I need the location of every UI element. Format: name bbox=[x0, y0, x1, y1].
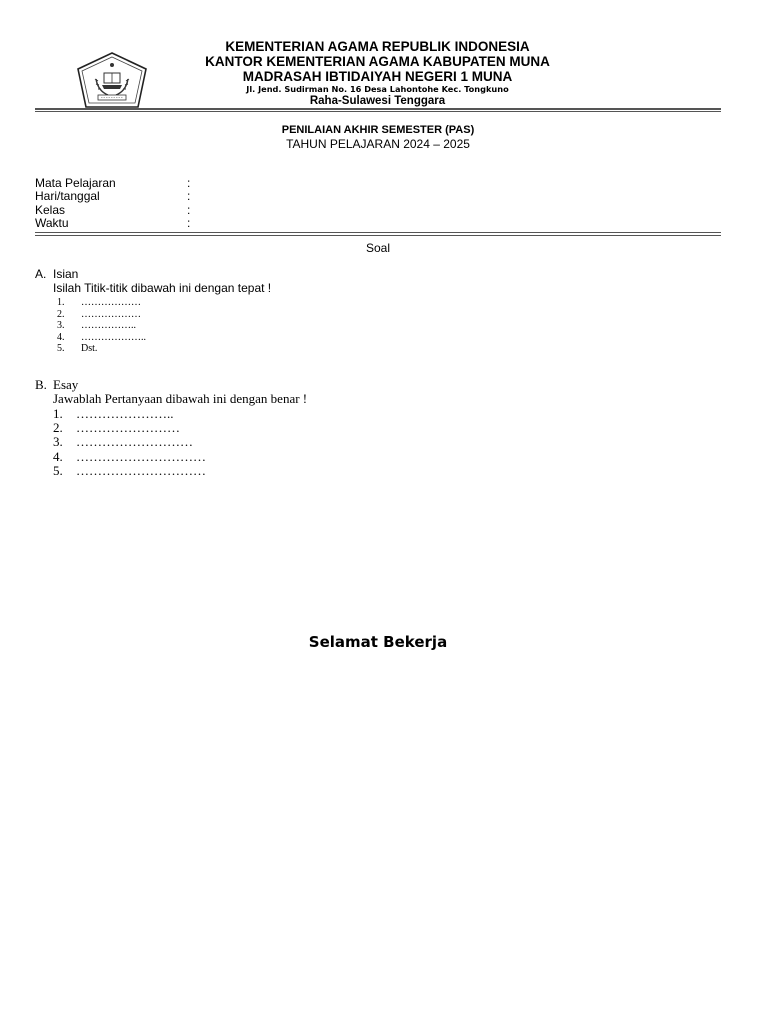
exam-title-block bbox=[0, 124, 756, 151]
exam-year: TAHUN PELAJARAN 2024 – 2025 bbox=[286, 137, 470, 151]
info-row-time bbox=[35, 217, 197, 230]
kemenag-emblem-icon bbox=[74, 51, 150, 109]
item-number: 3. bbox=[53, 434, 63, 450]
list-item bbox=[53, 464, 206, 478]
ministry-name: KEMENTERIAN AGAMA REPUBLIK INDONESIA bbox=[225, 39, 530, 54]
item-blank: …………………… bbox=[76, 420, 180, 436]
item-blank: ………………….. bbox=[76, 406, 174, 421]
list-item bbox=[57, 309, 146, 321]
section-b bbox=[35, 378, 307, 406]
list-item bbox=[53, 407, 206, 421]
section-a-list bbox=[57, 297, 146, 355]
item-blank: ………………………… bbox=[76, 448, 206, 464]
item-number: 2. bbox=[53, 420, 63, 436]
info-rule-1 bbox=[35, 232, 721, 233]
class-colon: : bbox=[187, 202, 191, 217]
school-name: MADRASAH IBTIDAIYAH NEGERI 1 MUNA bbox=[242, 69, 513, 84]
list-item bbox=[53, 450, 206, 464]
office-name: KANTOR KEMENTERIAN AGAMA KABUPATEN MUNA bbox=[205, 54, 550, 69]
section-b-heading bbox=[35, 378, 307, 392]
closing-text: Selamat Bekerja bbox=[308, 633, 448, 651]
letterhead-rule-thick bbox=[35, 108, 721, 110]
info-row-class bbox=[35, 204, 197, 217]
list-item bbox=[57, 332, 146, 344]
section-a-heading bbox=[35, 268, 271, 281]
item-number: 4. bbox=[57, 331, 65, 343]
item-blank: Dst. bbox=[81, 343, 98, 355]
item-blank: ……………… bbox=[81, 297, 141, 308]
time-colon: : bbox=[187, 215, 191, 230]
section-b-list bbox=[53, 407, 206, 478]
letterhead-rule-thin bbox=[35, 111, 721, 112]
section-a-title: Isian bbox=[53, 267, 79, 281]
item-number: 2. bbox=[57, 308, 65, 320]
item-number: 3. bbox=[57, 320, 65, 332]
section-b-number: B. bbox=[35, 377, 47, 392]
item-blank: …………….. bbox=[81, 320, 136, 332]
school-city: Raha-Sulawesi Tenggara bbox=[309, 95, 446, 107]
section-b-instruction: Jawablah Pertanyaan dibawah ini dengan benar ! bbox=[53, 391, 308, 406]
student-info bbox=[35, 177, 197, 230]
list-item bbox=[53, 421, 206, 435]
list-item bbox=[57, 343, 146, 355]
section-b-title: Esay bbox=[53, 377, 79, 392]
section-a-instruction: Isilah Titik-titik dibawah ini dengan tepat ! bbox=[53, 281, 272, 295]
class-label: Kelas bbox=[35, 202, 66, 217]
item-number: 5. bbox=[53, 462, 63, 478]
letterhead bbox=[190, 39, 565, 108]
info-row-date bbox=[35, 190, 197, 203]
item-blank: ………………………… bbox=[76, 462, 206, 478]
date-colon: : bbox=[187, 189, 191, 204]
school-address: Jl. Jend. Sudirman No. 16 Desa Lahontohe Kec. Tongkuno bbox=[246, 84, 509, 94]
item-number: 1. bbox=[53, 406, 63, 421]
subject-label: Mata Pelajaran bbox=[35, 176, 116, 190]
item-number: 4. bbox=[53, 448, 63, 464]
info-row-subject bbox=[35, 177, 197, 190]
time-label: Waktu bbox=[35, 215, 69, 230]
item-blank: ……………………… bbox=[76, 434, 193, 450]
item-blank: ……………… bbox=[81, 308, 141, 320]
item-blank: ……………….. bbox=[81, 331, 146, 343]
questions-heading: Soal bbox=[365, 241, 391, 255]
date-label: Hari/tanggal bbox=[35, 189, 100, 204]
item-number: 5. bbox=[57, 343, 65, 355]
list-item bbox=[57, 320, 146, 332]
list-item bbox=[57, 297, 146, 309]
section-a-number: A. bbox=[35, 267, 47, 281]
subject-colon: : bbox=[187, 176, 191, 190]
info-rule-2 bbox=[35, 235, 721, 236]
item-number: 1. bbox=[57, 297, 65, 308]
exam-title: PENILAIAN AKHIR SEMESTER (PAS) bbox=[281, 124, 475, 136]
section-a bbox=[35, 268, 271, 295]
list-item bbox=[53, 435, 206, 449]
